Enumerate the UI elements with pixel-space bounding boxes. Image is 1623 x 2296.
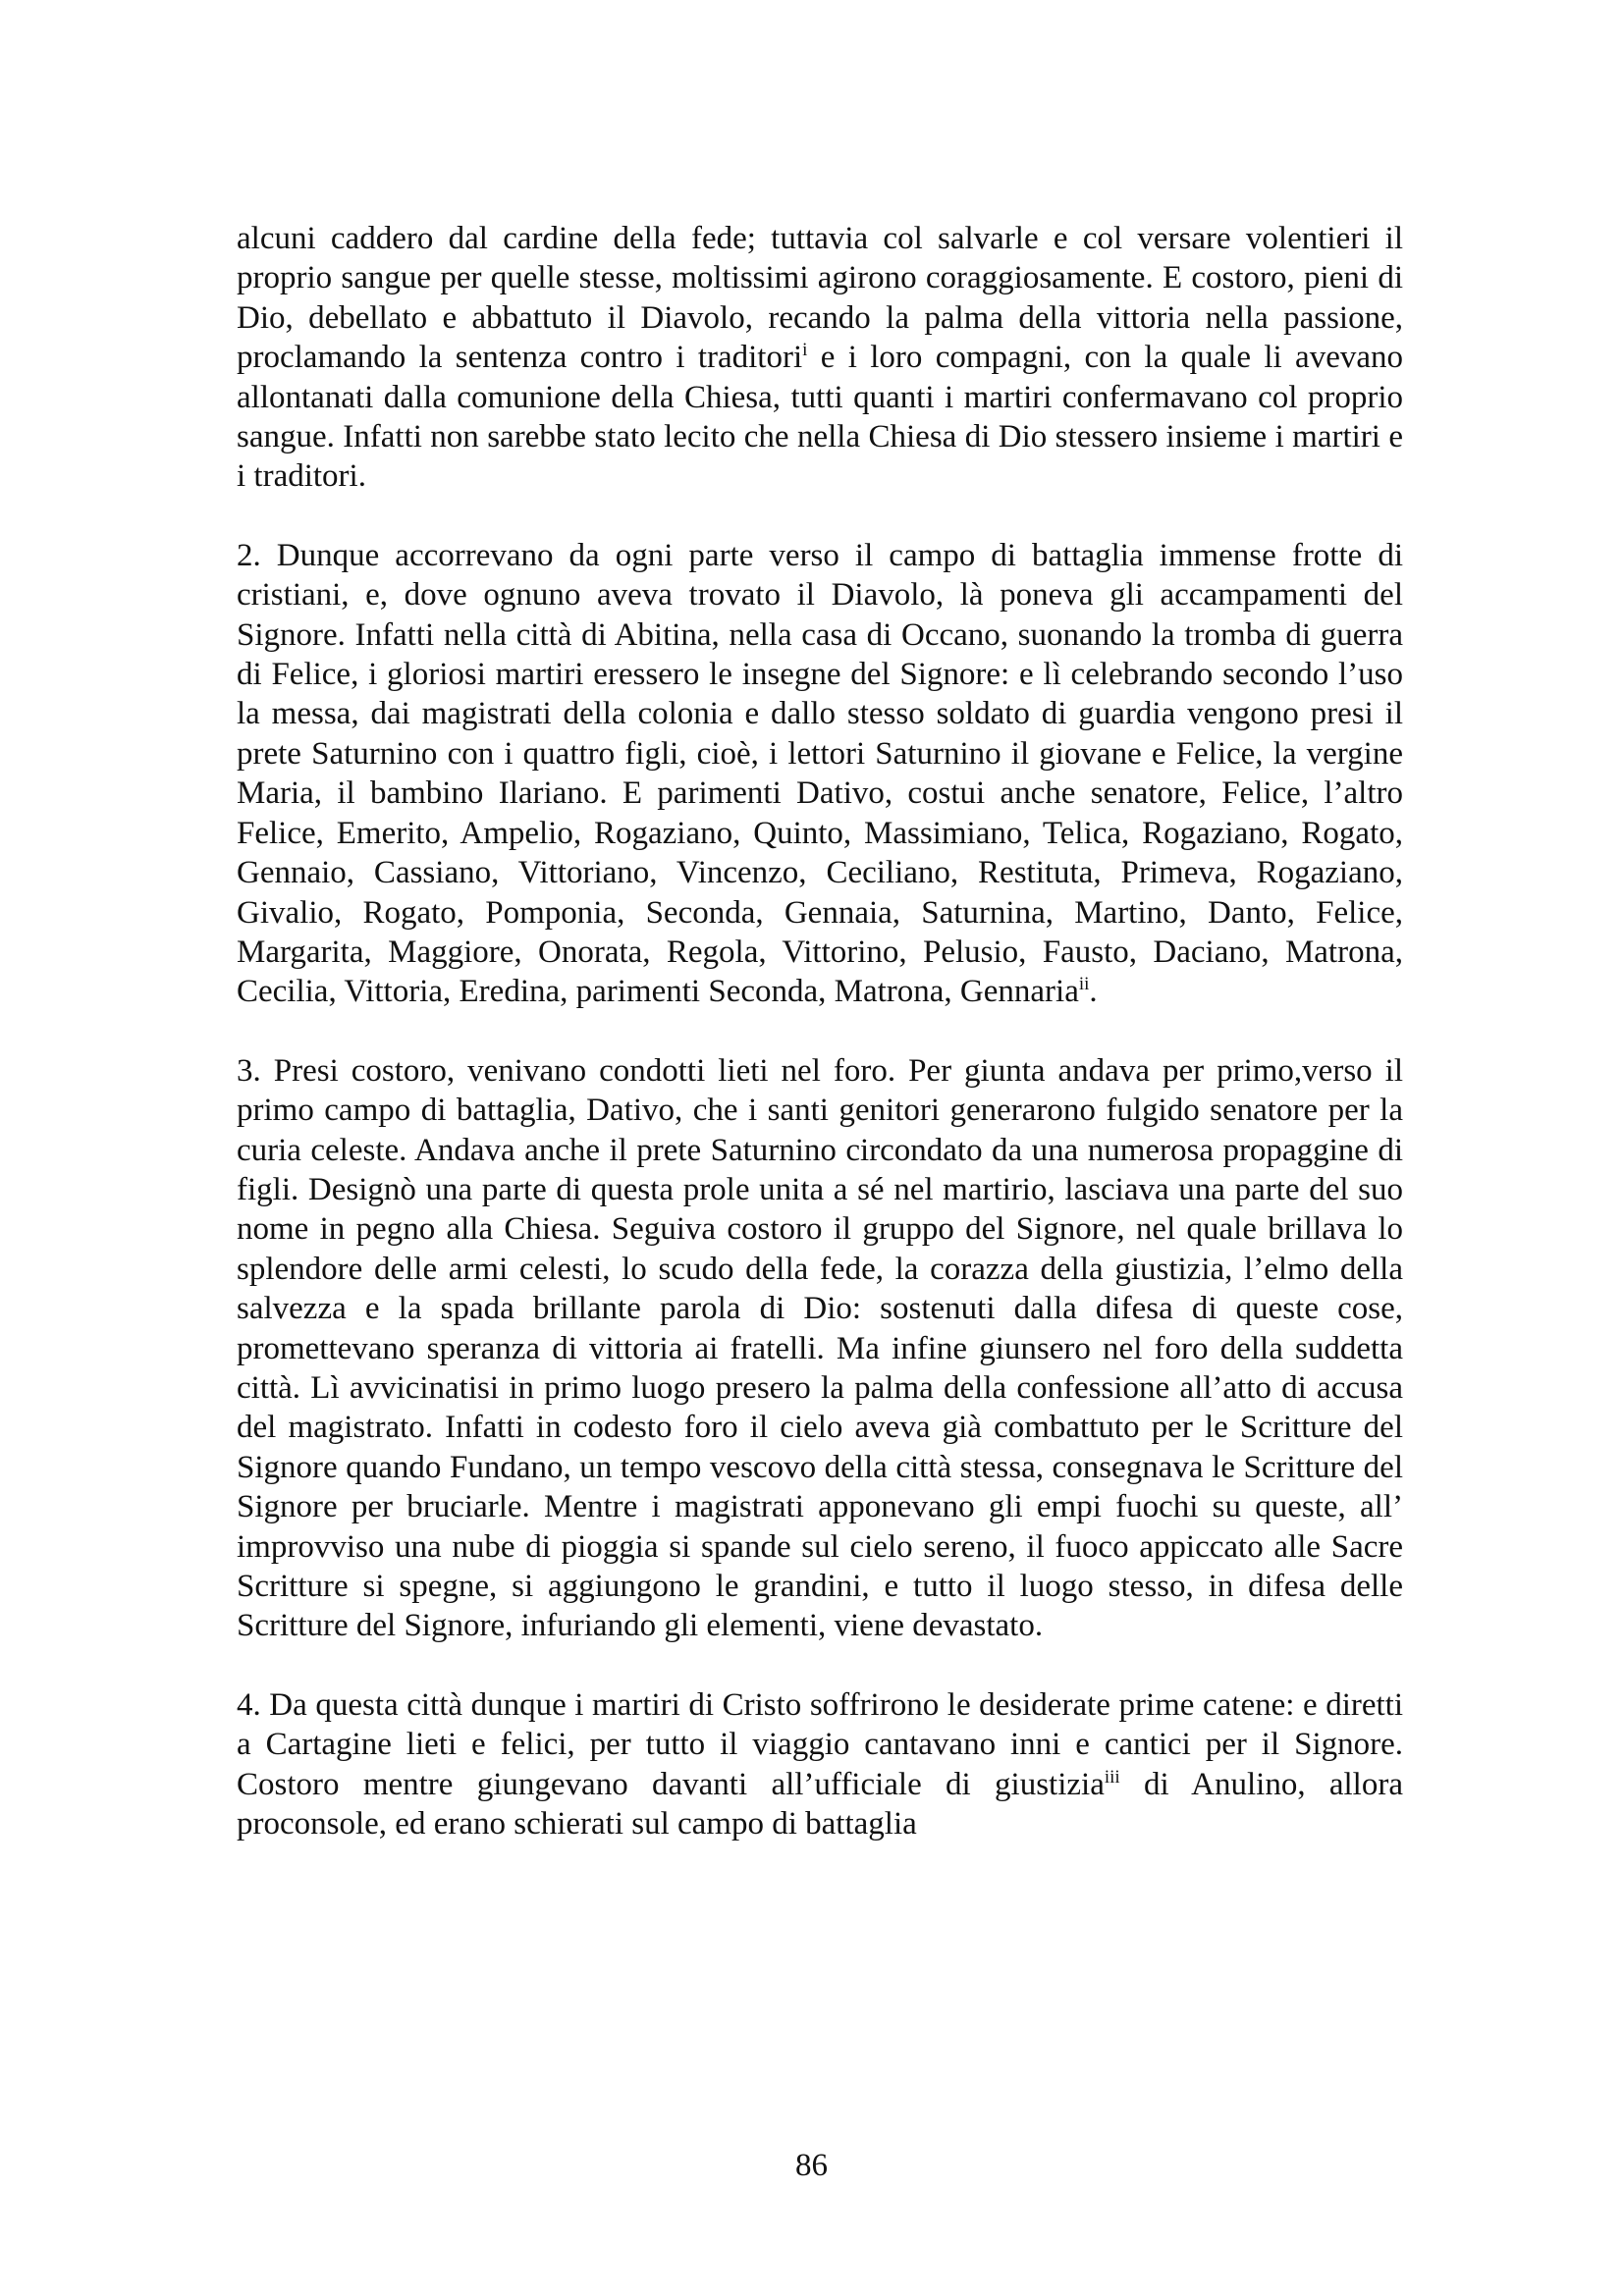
paragraph-2-text-cont: .: [1089, 974, 1098, 1010]
paragraph-1-text: alcuni caddero dal cardine della fede; tuttavia col salvarle e col versare volentieri il proprio sangue per quelle stesse, moltissimi agirono coraggiosamente. E costoro, pieni di Dio, debellato e abbattuto il Diavolo, recando la palma della vittoria nella passione, proclamando la sentenza contro i traditori: [237, 221, 1403, 376]
paragraph-2: [237, 536, 1403, 1012]
paragraph-4: [237, 1685, 1403, 1844]
paragraph-4-text-cont: di Anulino, allora proconsole, ed erano schierati sul campo di battaglia: [237, 1766, 1403, 1842]
footnote-ref-iii[interactable]: iii: [1104, 1766, 1120, 1788]
paragraph-3: [237, 1051, 1403, 1646]
page-number: 86: [795, 2148, 828, 2183]
paragraph-1: [237, 219, 1403, 497]
paragraph-2-text: 2. Dunque accorrevano da ogni parte verso il campo di battaglia immense frotte di cristiani, e, dove ognuno aveva trovato il Diavolo, là poneva gli accampamenti del Signore. Infatti nella città di Abitina, nella casa di Occano, suonando la tromba di guerra di Felice, i gloriosi martiri eressero le insegne del Signore: e lì celebrando secondo l’uso la messa, dai magistrati della colonia e dallo stesso soldato di guardia vengono presi il prete Saturnino con i quattro figli, cioè, i lettori Saturnino il giovane e Felice, la vergine Maria, il bambino Ilariano. E parimenti Dativo, costui anche senatore, Felice, l’altro Felice, Emerito, Ampelio, Rogaziano, Quinto, Massimiano, Telica, Rogaziano, Rogato, Gennaio, Cassiano, Vittoriano, Vincenzo, Ceciliano, Restituta, Primeva, Rogaziano, Givalio, Rogato, Pomponia, Seconda, Gennaia, Saturnina, Martino, Danto, Felice, Margarita, Maggiore, Onorata, Regola, Vittorino, Pelusio, Fausto, Daciano, Matrona, Cecilia, Vittoria, Eredina, parimenti Seconda, Matrona, Gennaria: [237, 537, 1403, 1010]
body-text: [237, 219, 1403, 1843]
paragraph-1-text-cont: e i loro compagni, con la quale li avevano allontanati dalla comunione della Chiesa, tutti quanti i martiri confermavano col proprio sangue. Infatti non sarebbe stato lecito che nella Chiesa di Dio stessero insieme i martiri e i traditori.: [237, 340, 1403, 495]
footnote-ref-i[interactable]: i: [802, 340, 808, 361]
paragraph-4-text: 4. Da questa città dunque i martiri di Cristo soffrirono le desiderate prime catene: e diretti a Cartagine lieti e felici, per tutto il viaggio cantavano inni e cantici per il Signore. Costoro mentre giungevano davanti all’ufficiale di giustizia: [237, 1686, 1403, 1802]
paragraph-3-text: 3. Presi costoro, venivano condotti lieti nel foro. Per giunta andava per primo,verso il primo campo di battaglia, Dativo, che i santi genitori generarono fulgido senatore per la curia celeste. Andava anche il prete Saturnino circondato da una numerosa propaggine di figli. Designò una parte di questa prole unita a sé nel martirio, lasciava una parte del suo nome in pegno alla Chiesa. Seguiva costoro il gruppo del Signore, nel quale brillava lo splendore delle armi celesti, lo scudo della fede, la corazza della giustizia, l’elmo della salvezza e la spada brillante parola di Dio: sostenuti dalla difesa di queste cose, promettevano speranza di vittoria ai fratelli. Ma infine giunsero nel foro della suddetta città. Lì avvicinatisi in primo luogo presero la palma della confessione all’atto di accusa del magistrato. Infatti in codesto foro il cielo aveva già combattuto per le Scritture del Signore quando Fundano, un tempo vescovo della città stessa, consegnava le Scritture del Signore per bruciarle. Mentre i magistrati apponevano gli empi fuochi su queste, all’ improvviso una nube di pioggia si spande sul cielo sereno, il fuoco appiccato alle Sacre Scritture si spegne, si aggiungono le grandini, e tutto il luogo stesso, in difesa delle Scritture del Signore, infuriando gli elementi, viene devastato.: [237, 1052, 1403, 1644]
footnote-ref-ii[interactable]: ii: [1078, 974, 1090, 995]
